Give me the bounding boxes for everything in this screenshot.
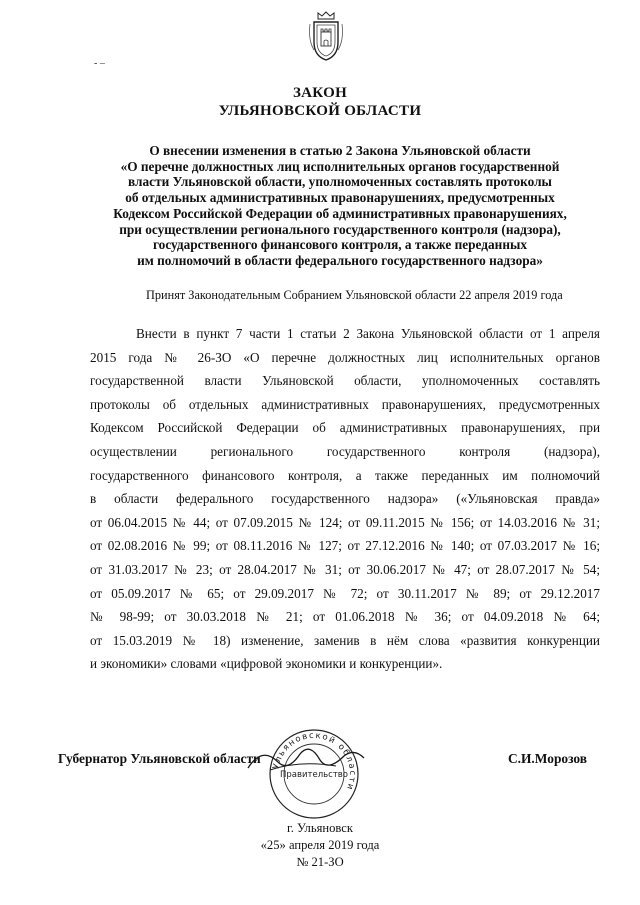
law-number: № 21-ЗО [296,855,344,869]
coat-of-arms-icon [306,10,346,64]
signatory-role: Губернатор Ульяновской области [58,751,261,766]
city: г. Ульяновск [287,821,353,835]
body-line: от 15.03.2019 № 18) изменение, заменив в нём слова «развития конкуренции [90,632,600,648]
body-line: в области федерального государственного надзора» («Ульяновская правда» [90,491,600,507]
law-title [0,84,640,120]
body-line: государственной власти Ульяновской области, уполномоченных составлять [90,373,600,389]
body-line: протоколы об отдельных административных правонарушениях, предусмотренных [90,396,600,412]
law-subject [60,143,620,269]
law-title-region: УЛЬЯНОВСКОЙ ОБЛАСТИ [218,103,422,119]
subject-line: Кодексом Российской Федерации об административных правонарушениях, [113,205,567,221]
law-body [90,322,600,676]
signatory-name: С.И.Морозов [508,751,587,766]
place-and-date [0,820,640,871]
handwritten-signature [240,738,370,778]
scan-mark: - – [94,58,105,69]
subject-line: государственного финансового контроля, а также переданных [152,237,528,253]
subject-line: власти Ульяновской области, уполномоченных составлять протоколы [128,174,552,190]
body-line: осуществлении регионального государственного контроля (надзора), [90,443,600,459]
body-line: от 05.09.2017 № 65; от 29.09.2017 № 72; от 30.11.2017 № 89; от 29.12.2017 [90,585,600,601]
adoption-note: Принят Законодательным Собранием Ульяновской области 22 апреля 2019 года [146,288,563,302]
seal-ring-text: Ульяновской области [271,730,358,793]
body-line: Внести в пункт 7 части 1 статьи 2 Закона Ульяновской области от 1 апреля [136,326,600,341]
body-line: и экономики» словами «цифровой экономики и конкуренции». [90,656,443,672]
body-line: № 98-99; от 30.03.2018 № 21; от 01.06.2018 № 36; от 04.09.2018 № 64; [90,609,600,625]
subject-line: «О перечне должностных лиц исполнительных органов государственной [120,158,560,174]
subject-line: об отдельных административных правонарушениях, предусмотренных [125,190,555,206]
subject-line: О внесении изменения в статью 2 Закона Ульяновской области [149,143,531,158]
subject-line: при осуществлении регионального государственного контроля (надзора), [119,221,561,237]
signing-date: «25» апреля 2019 года [260,838,380,852]
seal-center-text: Правительство [280,770,348,780]
body-line: от 31.03.2017 № 23; от 28.04.2017 № 31; от 30.06.2017 № 47; от 28.07.2017 № 54; [90,561,600,577]
subject-line: им полномочий в области федерального государственного надзора» [137,252,543,268]
body-line: от 06.04.2015 № 44; от 07.09.2015 № 124; от 09.11.2015 № 156; от 14.03.2016 № 31; [90,514,600,530]
body-line: Кодексом Российской Федерации об административных правонарушениях, при [90,420,600,436]
body-line: 2015 года № 26-ЗО «О перечне должностных лиц исполнительных органов [90,349,600,365]
law-title-line: ЗАКОН [292,85,348,101]
body-line: от 02.08.2016 № 99; от 08.11.2016 № 127; от 27.12.2016 № 140; от 07.03.2017 № 16; [90,538,600,554]
body-line: государственного финансового контроля, а также переданных им полномочий [90,467,600,483]
